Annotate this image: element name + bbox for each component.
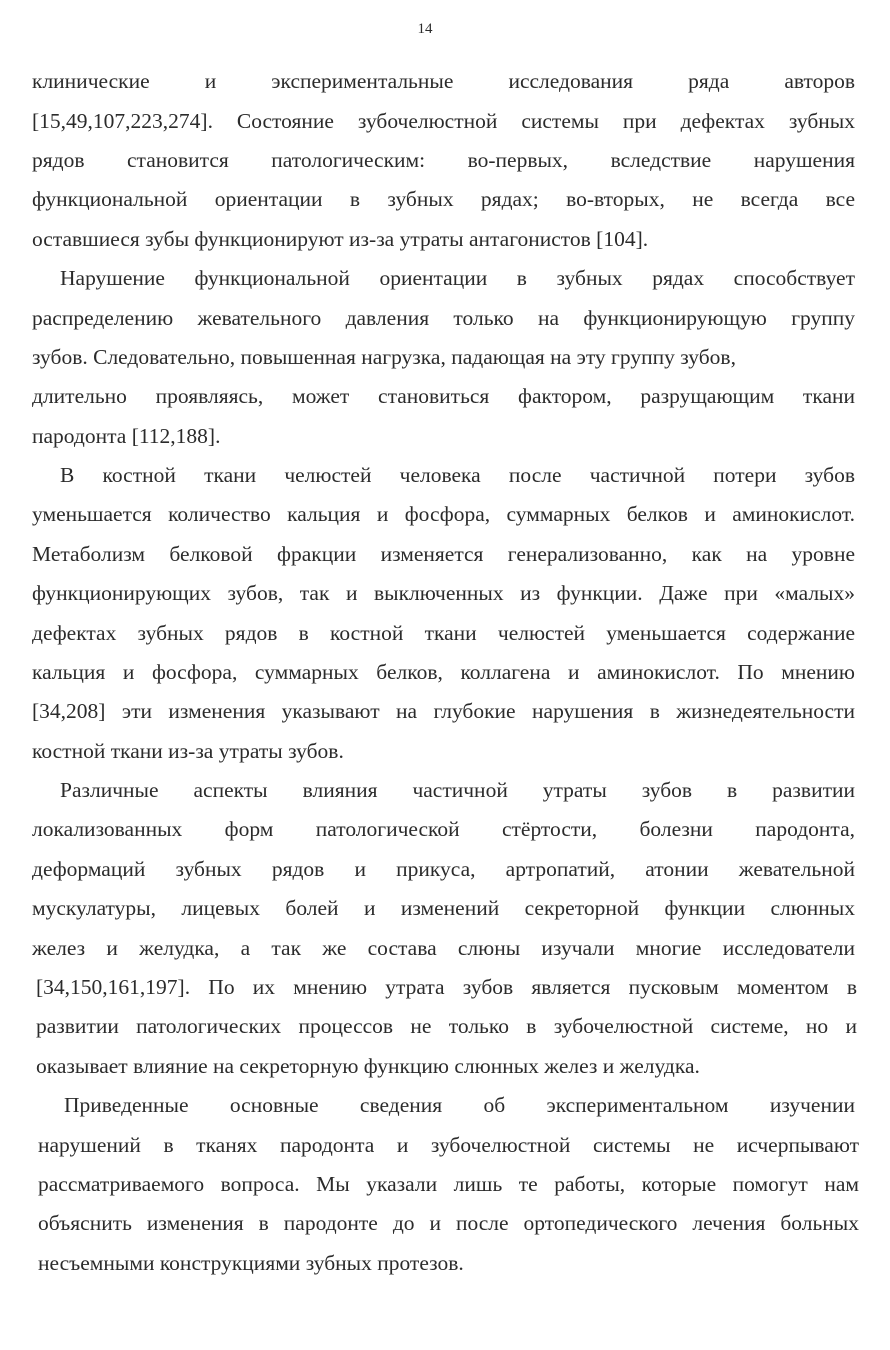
text-line: клинические и экспериментальные исследования ряда авторов [32,69,855,93]
text-line: несъемными конструкциями зубных протезов. [38,1251,464,1275]
text-line: рассматриваемого вопроса. Мы указали лишь те работы, которые помогут нам [38,1172,859,1196]
text-line: оставшиеся зубы функционируют из-за утраты антагонистов [104]. [32,227,649,251]
text-line: распределению жевательного давления только на функционирующую группу [32,306,855,330]
text-line: объяснить изменения в пародонте до и после ортопедического лечения больных [38,1211,859,1235]
text-line: [15,49,107,223,274]. Состояние зубочелюстной системы при дефектах зубных [32,109,855,133]
text-line: пародонта [112,188]. [32,424,221,448]
text-line: дефектах зубных рядов в костной ткани челюстей уменьшается содержание [32,621,855,645]
text-line: зубов. Следовательно, повышенная нагрузка, падающая на эту группу зубов, [32,345,736,369]
text-line: уменьшается количество кальция и фосфора, суммарных белков и аминокислот. [32,502,855,526]
text-line: Метаболизм белковой фракции изменяется генерализованно, как на уровне [32,542,855,566]
text-line: деформаций зубных рядов и прикуса, артропатий, атонии жевательной [32,857,855,881]
text-line: [34,150,161,197]. По их мнению утрата зубов является пусковым моментом в [36,975,857,999]
text-line: [34,208] эти изменения указывают на глубокие нарушения в жизнедеятельности [32,699,855,723]
text-line: мускулатуры, лицевых болей и изменений секреторной функции слюнных [32,896,855,920]
text-line: рядов становится патологическим: во-первых, вследствие нарушения [32,148,855,172]
text-line: Различные аспекты влияния частичной утраты зубов в развитии [60,778,855,802]
text-line: нарушений в тканях пародонта и зубочелюстной системы не исчерпывают [38,1133,859,1157]
text-line: функциональной ориентации в зубных рядах; во-вторых, не всегда все [32,187,855,211]
text-line: развитии патологических процессов не только в зубочелюстной системе, но и [36,1014,857,1038]
text-line: Приведенные основные сведения об экспериментальном изучении [64,1093,855,1117]
text-line: оказывает влияние на секреторную функцию слюнных желез и желудка. [36,1054,700,1078]
text-line: Нарушение функциональной ориентации в зубных рядах способствует [60,266,855,290]
text-line: кальция и фосфора, суммарных белков, коллагена и аминокислот. По мнению [32,660,855,684]
text-line: желез и желудка, а так же состава слюны изучали многие исследователи [32,936,855,960]
text-line: В костной ткани челюстей человека после частичной потери зубов [60,463,855,487]
text-line: функционирующих зубов, так и выключенных из функции. Даже при «малых» [32,581,855,605]
text-line: длительно проявляясь, может становиться фактором, разрущающим ткани [32,384,855,408]
text-line: костной ткани из-за утраты зубов. [32,739,344,763]
page-number: 14 [417,21,433,37]
text-line: локализованных форм патологической стёртости, болезни пародонта, [32,817,855,841]
